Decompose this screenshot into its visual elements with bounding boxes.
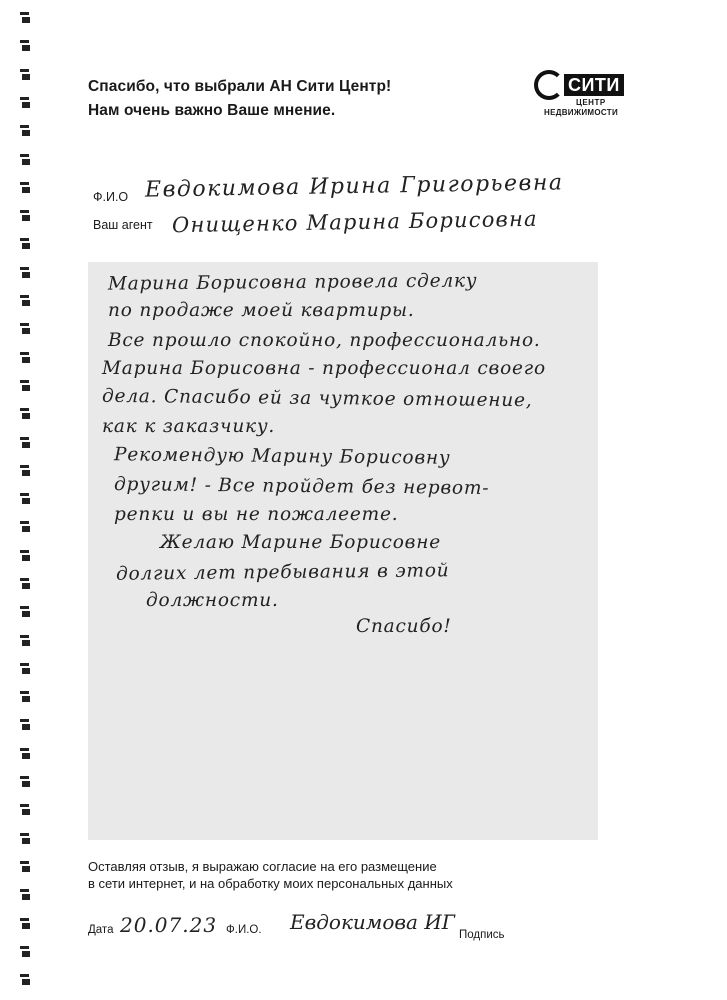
binding-hole [20,238,33,250]
fio-label: Ф.И.О [93,190,129,204]
binding-hole [20,578,33,590]
consent-line: Оставляя отзыв, я выражаю согласие на его размещение [88,859,437,874]
binding-hole [20,521,33,533]
header-subtitle: Нам очень важно Ваше мнение. [88,102,336,119]
binding-hole [20,719,33,731]
binding-hole [20,974,33,986]
binding-hole [20,210,33,222]
binding-hole [20,804,33,816]
agent-value: Онищенко Марина Борисовна [171,206,538,238]
review-line: дела. Спасибо ей за чуткое отношение, [101,385,533,412]
consent-text [88,858,528,892]
header-title: Спасибо, что выбрали АН Сити Центр! [88,78,392,95]
binding-hole [20,12,33,24]
consent-line: в сети интернет, и на обработку моих персональных данных [88,876,453,891]
binding-hole [20,550,33,562]
spiral-binding [0,0,50,1000]
binding-hole [20,748,33,760]
binding-hole [20,154,33,166]
binding-hole [20,663,33,675]
binding-hole [20,352,33,364]
binding-hole [20,267,33,279]
company-logo [528,66,648,126]
binding-hole [20,606,33,618]
review-line: Марина Борисовна провела сделку [107,270,478,295]
logo-c-icon [534,70,564,100]
binding-hole [20,40,33,52]
binding-hole [20,493,33,505]
review-line: другим! - Все пройдет без нервот- [113,474,490,499]
review-line: должности. [146,590,279,611]
date-label: Дата [88,924,114,936]
binding-hole [20,182,33,194]
binding-hole [20,380,33,392]
signature-label: Подпись [459,929,505,941]
binding-hole [20,946,33,958]
binding-hole [20,691,33,703]
binding-hole [20,97,33,109]
binding-hole [20,833,33,845]
binding-hole [20,635,33,647]
page-header [88,75,508,123]
date-value: 20.07.23 [120,913,218,937]
review-line: Все прошло спокойно, профессионально. [108,330,541,351]
review-area [88,262,598,840]
binding-hole [20,918,33,930]
review-line: по продаже моей квартиры. [108,300,415,321]
logo-tagline: НЕДВИЖИМОСТИ [544,108,619,117]
logo-sub-text: ЦЕНТР [576,98,606,107]
binding-hole [20,776,33,788]
binding-hole [20,408,33,420]
binding-hole [20,323,33,335]
binding-hole [20,69,33,81]
binding-hole [20,437,33,449]
binding-hole [20,465,33,477]
binding-hole [20,295,33,307]
review-line: Желаю Марине Борисовне [160,532,441,553]
review-line: как к заказчику. [102,416,276,437]
review-line: Рекомендую Марину Борисовну [113,444,451,469]
logo-main-text: СИТИ [564,74,624,96]
binding-hole [20,889,33,901]
review-line: репки и вы не пожалеете. [114,504,399,525]
review-line: долгих лет пребывания в этой [115,560,450,585]
binding-hole [20,861,33,873]
agent-label: Ваш агент [93,218,153,232]
footer-fio-label: Ф.И.О. [226,924,262,936]
review-line: Марина Борисовна - профессионал своего [102,358,546,379]
signature: Евдокимова ИГ [290,910,456,934]
fio-value: Евдокимова Ирина Григорьевна [144,170,564,203]
review-line: Спасибо! [356,616,452,637]
binding-hole [20,125,33,137]
